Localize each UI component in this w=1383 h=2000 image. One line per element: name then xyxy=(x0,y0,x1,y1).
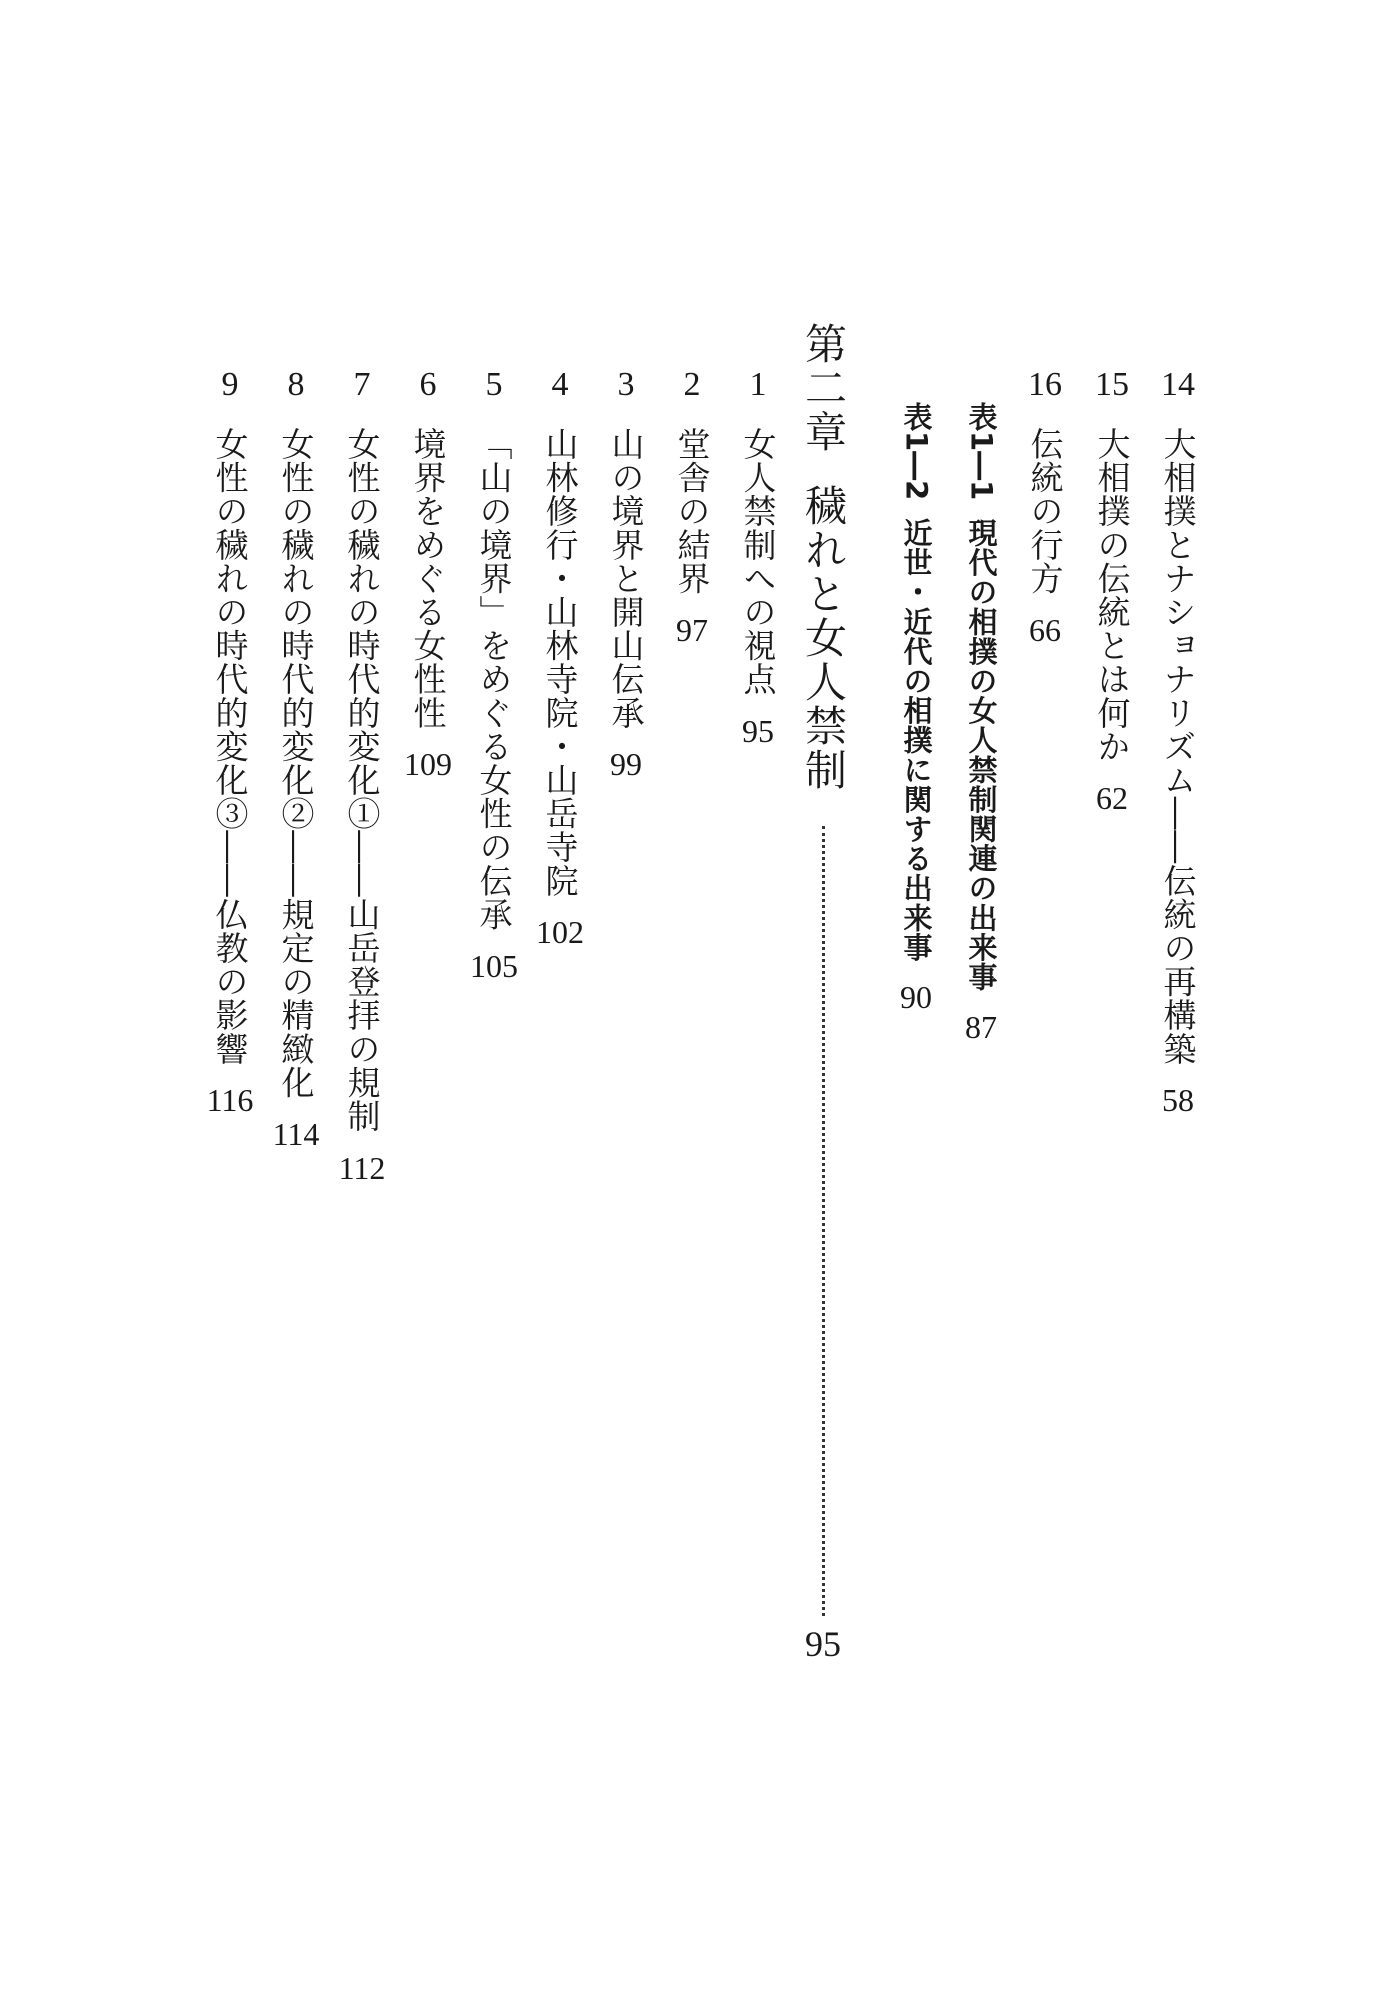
entry-page: 102 xyxy=(536,914,584,951)
entry-page: 97 xyxy=(676,612,708,648)
toc-entry-2-9[interactable] xyxy=(202,365,258,1119)
toc-entry-2-6[interactable] xyxy=(400,365,456,783)
toc-entry-2-7[interactable] xyxy=(334,365,390,1187)
toc-table-1-1[interactable] xyxy=(953,402,1009,1046)
entry-title: 女人禁制への視点 xyxy=(738,427,778,696)
entry-title: 女性の穢れの時代的変化①――山岳登拝の規制 xyxy=(342,427,382,1133)
entry-number: 9 xyxy=(221,366,239,403)
entry-page: 114 xyxy=(272,1116,320,1152)
toc-entry-2-8[interactable] xyxy=(268,365,324,1153)
toc-table-1-2[interactable] xyxy=(888,402,944,1016)
entry-page: 99 xyxy=(610,746,642,783)
entry-title: 堂舎の結界 xyxy=(672,427,712,595)
entry-number: 15 xyxy=(1095,366,1129,403)
entry-number: 4 xyxy=(551,366,569,403)
entry-page: 62 xyxy=(1096,780,1128,816)
toc-entry-16[interactable] xyxy=(1017,365,1073,649)
entry-number: 2 xyxy=(683,366,701,403)
entry-number: 6 xyxy=(419,366,437,403)
entry-page: 95 xyxy=(742,712,774,749)
toc-entry-15[interactable] xyxy=(1084,365,1140,817)
entry-page: 109 xyxy=(404,746,452,783)
entry-number: 16 xyxy=(1028,366,1062,403)
entry-page: 112 xyxy=(338,1149,386,1186)
entry-title: 女性の穢れの時代的変化③――仏教の影響 xyxy=(210,427,250,1066)
toc-entry-2-3[interactable] xyxy=(598,365,654,783)
entry-number: 14 xyxy=(1161,366,1195,403)
entry-number: 3 xyxy=(617,366,635,403)
entry-title: 山林修行・山林寺院・山岳寺院 xyxy=(540,427,580,898)
entry-title: 伝統の行方 xyxy=(1025,427,1065,595)
toc-entry-14[interactable] xyxy=(1150,365,1206,1119)
chapter-title: 穢れと女人禁制 xyxy=(799,484,848,792)
entry-number: 7 xyxy=(353,366,371,403)
toc-entry-2-4[interactable] xyxy=(532,365,588,951)
entry-title: 「山の境界」をめぐる女性の伝承 xyxy=(474,427,514,931)
table-label: 表1―2 xyxy=(899,402,934,501)
table-title: 近世・近代の相撲に関する出来事 xyxy=(899,518,934,963)
entry-title: 山の境界と開山伝承 xyxy=(606,427,646,730)
entry-title: 女性の穢れの時代的変化②――規定の精緻化 xyxy=(276,427,316,1099)
entry-title: 大相撲の伝統とは何か xyxy=(1092,427,1132,763)
toc-entry-2-2[interactable] xyxy=(664,365,720,649)
entry-title: 大相撲とナショナリズム――伝統の再構築 xyxy=(1158,427,1198,1066)
chapter-heading[interactable] xyxy=(790,322,856,1664)
toc-entry-2-1[interactable] xyxy=(730,365,786,750)
entry-number: 1 xyxy=(749,366,767,403)
toc-entry-2-5[interactable] xyxy=(466,365,522,985)
entry-page: 105 xyxy=(470,948,518,984)
entry-page: 116 xyxy=(206,1082,254,1119)
entry-number: 8 xyxy=(287,366,305,403)
entry-title: 境界をめぐる女性性 xyxy=(408,427,448,730)
entry-page: 66 xyxy=(1029,612,1061,648)
chapter-page: 95 xyxy=(805,1624,841,1664)
table-label: 表1―1 xyxy=(964,402,999,501)
table-title: 現代の相撲の女人禁制関連の出来事 xyxy=(964,518,999,992)
entry-page: 58 xyxy=(1162,1082,1194,1119)
chapter-label: 第二章 xyxy=(799,322,848,454)
table-page: 90 xyxy=(900,979,932,1016)
table-page: 87 xyxy=(965,1008,997,1045)
dot-leader xyxy=(822,826,825,1616)
entry-number: 5 xyxy=(485,366,503,403)
